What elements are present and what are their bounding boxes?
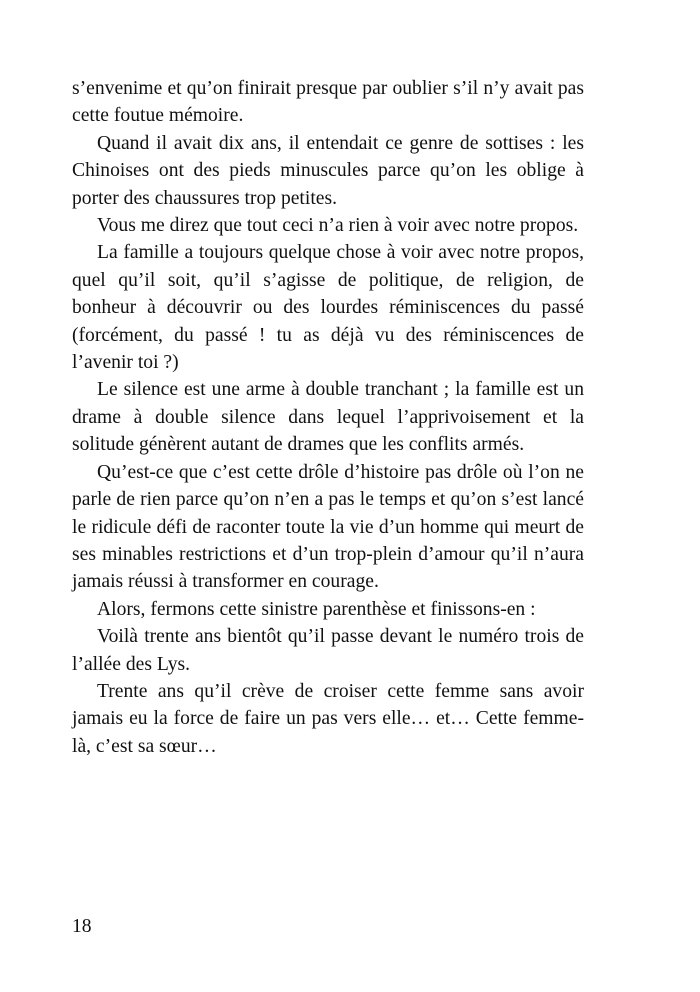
paragraph-3: Vous me direz que tout ceci n’a rien à voir avec notre propos. [97,215,579,237]
paragraph-7: Alors, fermons cette sinistre parenthèse et finissons-en : [97,598,536,620]
paragraph-4: La famille a toujours quelque chose à voir avec notre propos, quel qu’il soit, qu’il s’agisse de politique, de religion, de bonheur à découvrir ou des lourdes réminiscences du passé (forcément, du passé ! tu as déjà vu des réminiscences de l’avenir toi ?) [72,242,584,374]
page-body-text [72,75,584,760]
paragraph-2: Quand il avait dix ans, il entendait ce genre de sottises : les Chinoises ont des pieds minuscules parce qu’on les oblige à porter des chaussures trop petites. [72,132,584,209]
paragraph-6: Qu’est-ce que c’est cette drôle d’histoire pas drôle où l’on ne parle de rien parce qu’on n’en a pas le temps et qu’on s’est lancé le ridicule défi de raconter toute la vie d’un homme qui meurt de ses minables restrictions et d’un trop-plein d’amour qu’il n’aura jamais réussi à transformer en courage. [72,461,584,593]
paragraph-1: s’envenime et qu’on finirait presque par oublier s’il n’y avait pas cette foutue mémoire. [72,78,584,127]
paragraph-5: Le silence est une arme à double tranchant ; la famille est un drame à double silence dans lequel l’apprivoisement et la solitude génèrent autant de drames que les conflits armés. [72,379,584,456]
page-number: 18 [72,916,92,937]
paragraph-8: Voilà trente ans bientôt qu’il passe devant le numéro trois de l’allée des Lys. [72,626,584,675]
paragraph-9: Trente ans qu’il crève de croiser cette femme sans avoir jamais eu la force de faire un pas vers elle… et… Cette femme-là, c’est sa sœur… [72,680,584,757]
